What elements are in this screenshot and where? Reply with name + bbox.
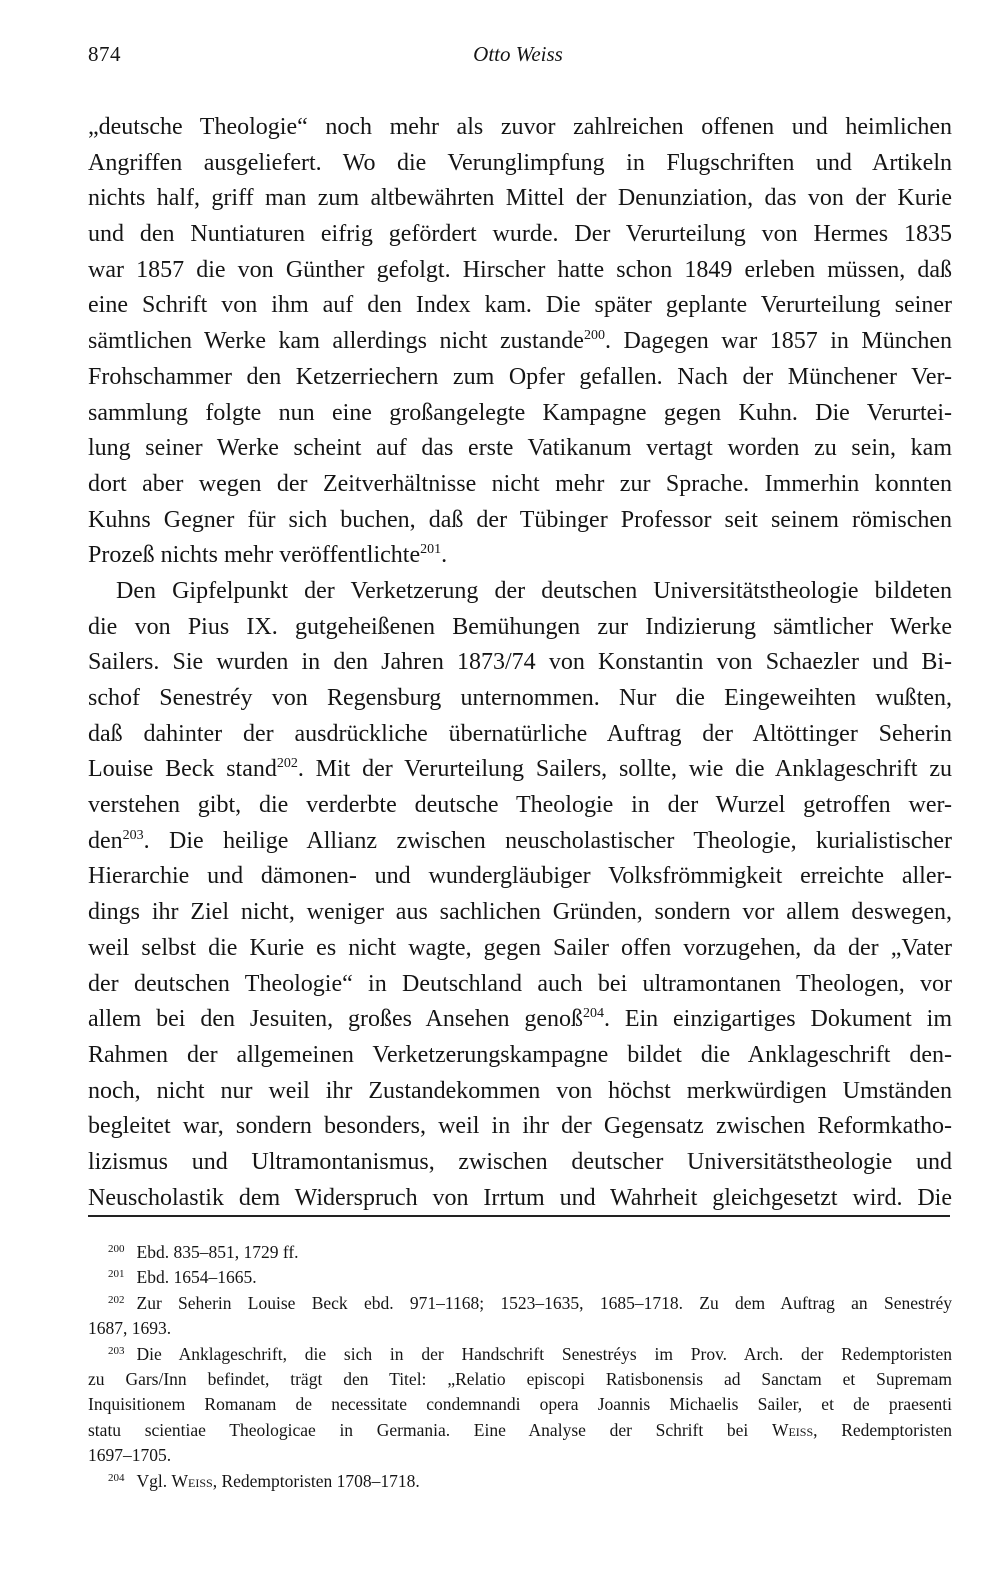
text-line: lizismus und Ultramontanismus, zwischen deutscher Universitätstheologie und bbox=[88, 1148, 952, 1175]
text-line: allem bei den Jesuiten, großes Ansehen genoß$^{204}$. Ein einzigartiges Dokument im bbox=[88, 1006, 952, 1033]
running-head: Otto Weiss bbox=[473, 42, 563, 66]
text-line: Den Gipfelpunkt der Verketzerung der deutschen Universitätstheologie bildeten bbox=[116, 577, 952, 604]
text-line: sämtlichen Werke kam allerdings nicht zustande$^{200}$. Dagegen war 1857 in München bbox=[88, 328, 953, 355]
text-line: weil selbst die Kurie es nicht wagte, gegen Sailer offen vorzugehen, da der „Vater bbox=[88, 934, 952, 961]
text-line: den$^{203}$. Die heilige Allianz zwischen neuscholastischer Theologie, kurialistischer bbox=[88, 827, 952, 854]
text-line: Kuhns Gegner für sich buchen, daß der Tübinger Professor seit seinem römischen bbox=[88, 506, 952, 533]
footnote-203-cont: Inquisitionem Romanam de necessitate condemnandi opera Joannis Michaelis Sailer, et de praesenti bbox=[88, 1394, 952, 1415]
page-number: 874 bbox=[88, 42, 121, 66]
text-line: Frohschammer den Ketzerriechern zum Opfer gefallen. Nach der Münchener Ver- bbox=[88, 363, 952, 390]
text-line: Rahmen der allgemeinen Verketzerungskampagne bildet die Anklageschrift den- bbox=[88, 1041, 952, 1068]
text-line: Prozeß nichts mehr veröffentlichte$^{201}$. bbox=[88, 542, 448, 569]
text-line: war 1857 die von Günther gefolgt. Hirscher hatte schon 1849 erleben müssen, daß bbox=[88, 256, 952, 283]
footnote-202: $^{202}$ Zur Seherin Louise Beck ebd. 971–1168; 1523–1635, 1685–1718. Zu dem Auftrag an Senestréy bbox=[108, 1292, 952, 1313]
text-line: „deutsche Theologie“ noch mehr als zuvor zahlreichen offenen und heimlichen bbox=[88, 114, 952, 140]
text-line: Sailers. Sie wurden in den Jahren 1873/74 von Konstantin von Schaezler und Bi- bbox=[88, 649, 952, 676]
footnote-204: $^{204}$ Vgl. Weiss, Redemptoristen 1708–1718. bbox=[108, 1470, 420, 1491]
text-line: Angriffen ausgeliefert. Wo die Verunglimpfung in Flugschriften und Artikeln bbox=[88, 149, 952, 176]
text-line: verstehen gibt, die verderbte deutsche Theologie in der Wurzel getroffen wer- bbox=[88, 792, 952, 819]
footnote-201: $^{201}$ Ebd. 1654–1665. bbox=[108, 1267, 257, 1288]
text-line: begleitet war, sondern besonders, weil in ihr der Gegensatz zwischen Reformkatho- bbox=[88, 1113, 952, 1140]
footnote-203-cont: 1697–1705. bbox=[88, 1445, 172, 1466]
text-line: sammlung folgte nun eine großangelegte Kampagne gegen Kuhn. Die Verurtei- bbox=[88, 399, 952, 426]
text-line: eine Schrift von ihm auf den Index kam. Die später geplante Verurteilung seiner bbox=[88, 292, 952, 319]
text-line: dort aber wegen der Zeitverhältnisse nicht mehr zur Sprache. Immerhin konnten bbox=[88, 470, 952, 497]
text-line: Neuscholastik dem Widerspruch von Irrtum und Wahrheit gleichgesetzt wird. Die bbox=[88, 1184, 952, 1211]
text-line: noch, nicht nur weil ihr Zustandekommen von höchst merkwürdigen Umständen bbox=[88, 1077, 952, 1104]
footnotes bbox=[88, 1240, 952, 1494]
footnote-203-cont: statu scientiae Theologicae in Germania. Eine Analyse der Schrift bei Weiss, Redemptoristen bbox=[88, 1419, 952, 1440]
text-line: Hierarchie und dämonen- und wundergläubiger Volksfrömmigkeit erreichte aller- bbox=[88, 863, 952, 890]
text-line: daß dahinter der ausdrückliche übernatürliche Auftrag der Altöttinger Seherin bbox=[88, 720, 952, 747]
page-header bbox=[88, 42, 948, 78]
footnote-202-cont: 1687, 1693. bbox=[88, 1318, 172, 1339]
text-line: nichts half, griff man zum altbewährten Mittel der Denunziation, das von der Kurie bbox=[88, 185, 952, 212]
text-line: lung seiner Werke scheint auf das erste Vatikanum vertagt worden zu sein, kam bbox=[88, 435, 952, 462]
text-line: der deutschen Theologie“ in Deutschland auch bei ultramontanen Theologen, vor bbox=[88, 970, 952, 997]
footnote-divider bbox=[88, 1215, 950, 1217]
footnote-203-cont: zu Gars/Inn befindet, trägt den Titel: „Relatio episcopi Ratisbonensis ad Sanctam et Supremam bbox=[88, 1368, 952, 1389]
text-line: die von Pius IX. gutgeheißenen Bemühungen zur Indizierung sämtlicher Werke bbox=[88, 613, 952, 640]
footnote-ref-203: 203 bbox=[122, 827, 144, 843]
footnote-ref-201: 201 bbox=[420, 542, 442, 558]
footnote-200: $^{200}$ Ebd. 835–851, 1729 ff. bbox=[108, 1242, 299, 1262]
footnote-203: $^{203}$ Die Anklageschrift, die sich in der Handschrift Senestréys im Prov. Arch. der Redemptoristen bbox=[108, 1343, 952, 1364]
footnote-ref-202: 202 bbox=[276, 756, 298, 772]
text-line: schof Senestréy von Regensburg unternommen. Nur die Eingeweihten wußten, bbox=[88, 685, 952, 711]
text-line: und den Nuntiaturen eifrig gefördert wurde. Der Verurteilung von Hermes 1835 bbox=[88, 221, 952, 248]
footnote-ref-204: 204 bbox=[583, 1006, 604, 1022]
text-line: Louise Beck stand$^{202}$. Mit der Verurteilung Sailers, sollte, wie die Anklageschrift zu bbox=[88, 756, 952, 783]
body-text bbox=[88, 110, 952, 1216]
text-line: dings ihr Ziel nicht, weniger aus sachlichen Gründen, sondern vor allem deswegen, bbox=[88, 899, 952, 926]
footnote-ref-200: 200 bbox=[583, 328, 605, 344]
